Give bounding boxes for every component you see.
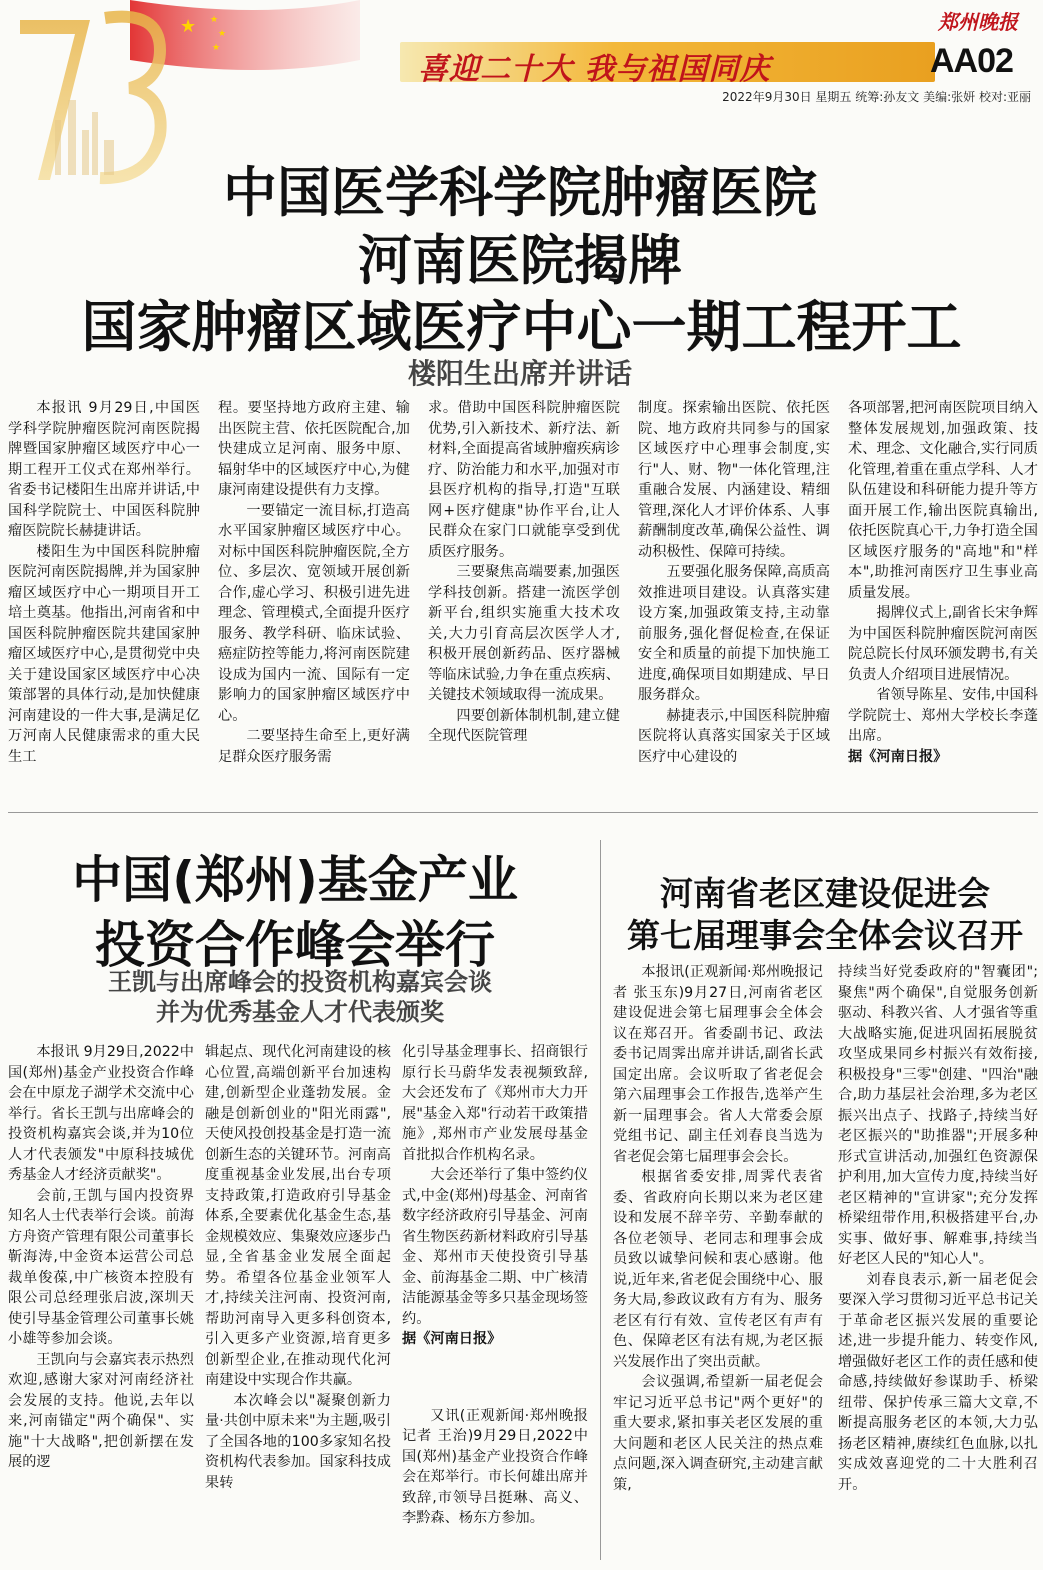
paragraph: 三要聚焦高端要素,加强医学科技创新。搭建一流医学创新平台,组织实施重大技术攻关,大力引育高层次医学人才,积极开展创新药品、医疗器械等临床试验,力争在重点疾病、关键技术领域取得一流成果。 <box>428 564 620 703</box>
svg-text:★: ★ <box>212 43 221 53</box>
paragraph: 求。借助中国医科院肿瘤医院优势,引入新技术、新疗法、新材料,全面提高省域肿瘤疾病诊疗、防治能力和水平,加强对市县医疗机构的指导,打造"互联网+医疗健康"协作平台,让人民群众在家门口就能享受到优质医疗服务。 <box>428 400 620 560</box>
article2-column-1 <box>8 1042 194 1562</box>
article3-column-1 <box>613 962 823 1562</box>
paragraph: 制度。探索输出医院、依托医院、地方政府共同参与的国家区域医疗中心理事会制度,实行"人、财、物"一体化管理,注重融合发展、内涵建设、精细管理,深化人才评价体系、人事薪酬制度改革,确保公益性、调动积极性、保障可持续。 <box>638 400 830 560</box>
paragraph: 又讯(正观新闻·郑州晚报记者 王治)9月29日,2022中国(郑州)基金产业投资合作峰会在郑举行。市长何雄出席并致辞,市领导吕挺琳、高义、李黔森、杨东方参加。 <box>402 1407 588 1526</box>
paragraph: 会议强调,希望新一届老促会牢记习近平总书记"两个更好"的重大要求,紧扣事关老区发展的重大问题和老区人民关注的热点难点问题,深入调查研究,主动建言献策, <box>613 1374 823 1493</box>
article1-column-3 <box>428 398 620 793</box>
paragraph: 揭牌仪式上,副省长宋争辉为中国医科院肿瘤医院河南医院总院长付凤环颁发聘书,有关负责人介绍项目进展情况。 <box>848 605 1038 683</box>
paragraph: 二要坚持生命至上,更好满足群众医疗服务需 <box>218 728 410 765</box>
article1-subhead: 楼阳生出席并讲话 <box>407 357 632 390</box>
paragraph: 会前,王凯与国内投资界知名人士代表举行会谈。前海方舟资产管理有限公司董事长靳海涛,中金资本运营公司总裁单俊葆,中广核资本控股有限公司总经理张启波,深圳天使引导基金管理公司董事长姚小雄等参加会谈。 <box>8 1187 194 1347</box>
source-credit: 据《河南日报》 <box>402 1331 502 1347</box>
paragraph: 王凯向与会嘉宾表示热烈欢迎,感谢大家对河南经济社会发展的支持。他说,去年以来,河南锚定"两个确保"、实施"十大战略",把创新摆在发展的逻 <box>8 1351 194 1470</box>
article1-headline-1: 中国医学科学院肿瘤医院 <box>223 161 817 224</box>
article1-headline-3: 国家肿瘤区域医疗中心一期工程开工 <box>81 295 962 359</box>
page-number: AA02 <box>930 42 1013 80</box>
paragraph: 根据省委安排,周霁代表省委、省政府向长期以来为老区建设和发展不辞辛劳、辛勤奉献的各位老领导、老同志和理事会成员致以诚挚问候和衷心感谢。他说,近年来,省老促会围绕中心、服务大局,参政议政有方有为、服务老区有行有效、宣传老区有声有色、保障老区有法有规,为老区振兴发展作出了突出贡献。 <box>613 1169 823 1370</box>
paragraph: 五要强化服务保障,高质高效推进项目建设。认真落实建设方案,加强政策支持,主动靠前服务,强化督促检查,在保证安全和质量的前提下加快施工进度,确保项目如期建成、早日服务群众。 <box>638 564 830 703</box>
svg-text:★: ★ <box>210 15 219 25</box>
article3-headline-1: 河南省老区建设促进会 <box>660 874 990 913</box>
article2-column-2 <box>205 1042 391 1562</box>
paragraph: 程。要坚持地方政府主建、输出医院主营、依托医院配合,加快建成立足河南、服务中原、辐射华中的区域医疗中心,为健康河南建设提供有力支撑。 <box>218 400 410 498</box>
article1-column-4 <box>638 398 830 793</box>
column-divider <box>600 840 601 1560</box>
article2-headline-2: 投资合作峰会举行 <box>95 916 495 974</box>
article2-subhead-1: 王凯与出席峰会的投资机构嘉宾会谈 <box>108 968 492 996</box>
article1-column-5 <box>848 398 1038 793</box>
slogan-text: 喜迎二十大 我与祖国同庆 <box>418 52 771 87</box>
paragraph: 四要创新体制机制,建立健全现代医院管理 <box>428 707 620 744</box>
paragraph: 本报讯 9月29日,中国医学科学院肿瘤医院河南医院揭牌暨国家肿瘤区域医疗中心一期工程开工仪式在郑州举行。省委书记楼阳生出席并讲话,中国科学院院士、中国医科院肿瘤医院院长赫捷讲话。 <box>8 400 200 539</box>
source-credit: 据《河南日报》 <box>848 748 948 765</box>
svg-text:★: ★ <box>180 16 197 37</box>
svg-text:★: ★ <box>218 29 227 39</box>
paragraph: 持续当好党委政府的"智囊团";聚焦"两个确保",自觉服务创新驱动、科教兴省、人才强省等重大战略实施,促进巩固拓展脱贫攻坚成果同乡村振兴有效衔接,积极投身"三零"创建、"四治"融合,助力基层社会治理,多为老区振兴出点子、找路子,持续当好老区振兴的"助推器";开展多种形式宣讲活动,加强红色资源保护利用,加大宣传力度,持续当好老区精神的"宣讲家";充分发挥桥梁纽带作用,积极搭建平台,办实事、做好事、解难事,持续当好老区人民的"知心人"。 <box>838 964 1038 1267</box>
article1-column-1 <box>8 398 200 793</box>
article2-subhead-2: 并为优秀基金人才代表颁奖 <box>156 998 444 1026</box>
dateline: 2022年9月30日 星期五 统筹:孙友文 美编:张妍 校对:亚丽 <box>722 90 1031 104</box>
paragraph: 赫捷表示,中国医科院肿瘤医院将认真落实国家关于区域医疗中心建设的 <box>638 707 830 765</box>
section-divider <box>8 812 1038 813</box>
paragraph: 辑起点、现代化河南建设的核心位置,高端创新平台加速构建,创新型企业蓬勃发展。金融是创新创业的"阳光雨露",天使风投创投基金是打造一流创新生态的关键环节。河南高度重视基金业发展,出台专项支持政策,打造政府引导基金体系,全要素优化基金生态,基金规模效应、集聚效应逐步凸显,全省基金业发展全面起势。希望各位基金业领军人才,持续关注河南、投资河南,帮助河南导入更多科创资本,引入更多产业资源,培育更多创新型企业,在推动现代化河南建设中实现合作共赢。 <box>205 1044 391 1388</box>
article3-column-2 <box>838 962 1038 1562</box>
article3-headline-2: 第七届理事会全体会议召开 <box>627 916 1023 955</box>
page-header <box>0 0 1043 90</box>
article2-column-3 <box>402 1042 588 1562</box>
article1-column-2 <box>218 398 410 793</box>
newspaper-name: 郑州晚报 <box>938 10 1018 34</box>
paragraph: 一要锚定一流目标,打造高水平国家肿瘤区域医疗中心。对标中国医科院肿瘤医院,全方位、多层次、宽领域开展创新合作,虚心学习、积极引进先进理念、管理模式,全面提升医疗服务、教学科研、临床试验、癌症防控等能力,将河南医院建设成为国内一流、国际有一定影响力的国家肿瘤区域医疗中心。 <box>218 502 410 724</box>
article1-headline-2: 河南医院揭牌 <box>358 229 682 292</box>
paragraph: 化引导基金理事长、招商银行原行长马蔚华发表视频致辞,大会还发布了《郑州市大力开展"基金入郑"行动若干政策措施》,郑州市产业发展母基金首批拟合作机构名录。 <box>402 1044 588 1163</box>
paragraph: 本次峰会以"凝聚创新力量·共创中原未来"为主题,吸引了全国各地的100多家知名投资机构代表参加。国家科技成果转 <box>205 1392 391 1491</box>
paragraph: 本报讯 9月29日,2022中国(郑州)基金产业投资合作峰会在中原龙子湖学术交流中心举行。省长王凯与出席峰会的投资机构嘉宾会谈,并为10位人才代表颁发"中原科技城优秀基金人才经济贡献奖"。 <box>8 1044 194 1183</box>
paragraph: 各项部署,把河南医院项目纳入整体发展规划,加强政策、技术、理念、文化融合,实行同质化管理,着重在重点学科、人才队伍建设和科研能力提升等方面开展工作,输出医院真输出,依托医院真心干,力争打造全国区域医疗服务的"高地"和"样本",助推河南医疗卫生事业高质量发展。 <box>848 400 1038 601</box>
paragraph: 刘春良表示,新一届老促会要深入学习贯彻习近平总书记关于革命老区振兴发展的重要论述,进一步提升能力、转变作风,增强做好老区工作的责任感和使命感,持续做好参谋助手、桥梁纽带、保护传承三篇大文章,不断提高服务老区的本领,大力弘扬老区精神,赓续红色血脉,以扎实成效喜迎党的二十大胜利召开。 <box>838 1271 1038 1493</box>
article2-headline-1: 中国(郑州)基金产业 <box>72 851 518 909</box>
paragraph: 大会还举行了集中签约仪式,中金(郑州)母基金、河南省数字经济政府引导基金、河南省生物医药新材料政府引导基金、郑州市天使投资引导基金、前海基金二期、中广核清洁能源基金等多只基金现场签约。 <box>402 1167 588 1327</box>
paragraph: 省领导陈星、安伟,中国科学院院士、郑州大学校长李蓬出席。 <box>848 687 1038 744</box>
paragraph: 楼阳生为中国医科院肿瘤医院河南医院揭牌,并为国家肿瘤区域医疗中心一期项目开工培土奠基。他指出,河南省和中国医科院肿瘤医院共建国家肿瘤区域医疗中心,是贯彻党中央关于建设国家区域医疗中心决策部署的具体行动,是加快健康河南建设的一件大事,是满足亿万河南人民健康需求的重大民生工 <box>8 543 200 765</box>
paragraph: 本报讯(正观新闻·郑州晚报记者 张玉东)9月27日,河南省老区建设促进会第七届理事会全体会议在郑召开。省委副书记、政法委书记周霁出席并讲话,副省长武国定出席。会议听取了省老促会第六届理事会工作报告,选举产生新一届理事会。省人大常委会原党组书记、副主任刘春良当选为省老促会第七届理事会会长。 <box>613 964 823 1165</box>
